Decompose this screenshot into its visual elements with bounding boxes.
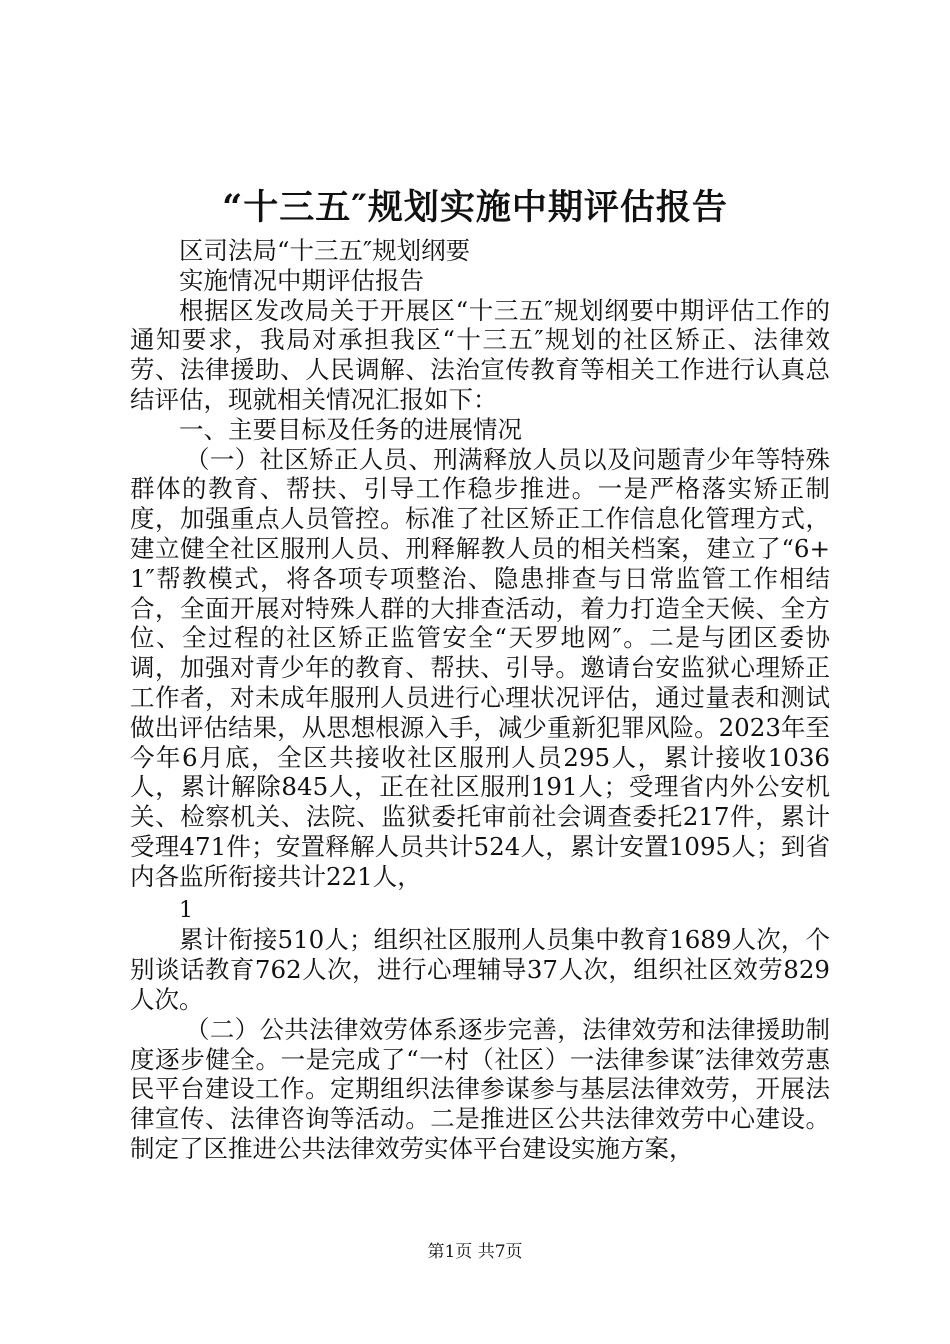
inline-page-number: 1 (179, 897, 193, 923)
subtitle-line-1: 区司法局“十三五″规划纲要 (179, 236, 471, 265)
page-footer: 第1页 共7页 (427, 1242, 523, 1262)
paragraph-continued: 累计衔接510人；组织社区服刑人员集中教育1689人次，个别谈话教育762人次，进行心理辅导37人次，组织社区效劳829人次。 (130, 925, 830, 1014)
document-title: “十三五″规划实施中期评估报告 (222, 187, 728, 228)
subtitle-line-2: 实施情况中期评估报告 (179, 265, 424, 295)
section-heading-1: 一、主要目标及任务的进展情况 (179, 414, 522, 444)
document-body (130, 236, 830, 1164)
paragraph-section-1-1: （一）社区矫正人员、刑满释放人员以及问题青少年等特殊群体的教育、帮扶、引导工作稳步推进。一是严格落实矫正制度，加强重点人员管控。标准了社区矫正工作信息化管理方式，建立健全社区服刑人员、刑释解教人员的相关档案，建立了“6+1″帮教模式，将各项专项整治、隐患排查与日常监管工作相结合，全面开展对特殊人群的大排查活动，着力打造全天候、全方位、全过程的社区矫正监管安全“天罗地网″。二是与团区委协调，加强对青少年的教育、帮扶、引导。邀请台安监狱心理矫正工作者，对未成年服刑人员进行心理状况评估，通过量表和测试做出评估结果，从思想根源入手，减少重新犯罪风险。2023年至今年6月底，全区共接收社区服刑人员295人，累计接收1036人，累计解除845人，正在社区服刑191人；受理省内外公安机关、检察机关、法院、监狱委托审前社会调查委托217件，累计受理471件；安置释解人员共计524人，累计安置1095人；到省内各监所衔接共计221人， (130, 444, 830, 891)
intro-paragraph: 根据区发改局关于开展区“十三五″规划纲要中期评估工作的通知要求，我局对承担我区“十三五″规划的社区矫正、法律效劳、法律援助、人民调解、法治宣传教育等相关工作进行认真总结评估，现就相关情况汇报如下： (130, 295, 830, 414)
paragraph-section-1-2: （二）公共法律效劳体系逐步完善，法律效劳和法律援助制度逐步健全。一是完成了“一村（社区）一法律参谋″法律效劳惠民平台建设工作。定期组织法律参谋参与基层法律效劳，开展法律宣传、法律咨询等活动。二是推进区公共法律效劳中心建设。制定了区推进公共法律效劳实体平台建设实施方案， (130, 1014, 830, 1163)
